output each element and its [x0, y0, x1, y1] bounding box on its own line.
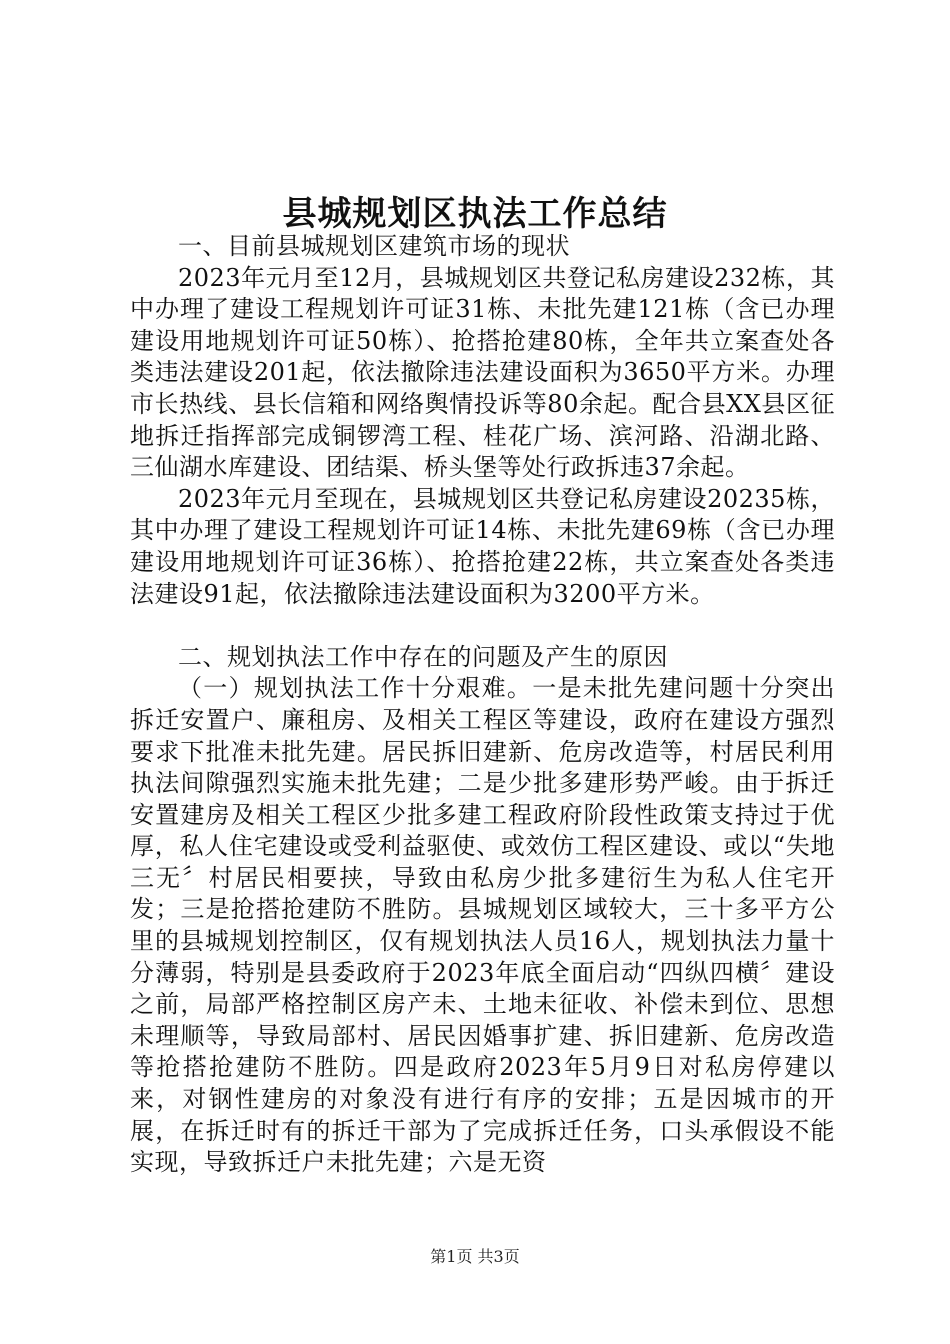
paragraph: 2023年元月至12月，县城规划区共登记私房建设232栋，其中办理了建设工程规划许可证31栋、未批先建121栋（含已办理建设用地规划许可证50栋）、抢搭抢建80栋，全年共立案查处各类违法建设201起，依法撤除违法建设面积为3650平方米。办理市长热线、县长信箱和网络舆情投诉等80余起。配合县XX县区征地拆迁指挥部完成铜锣湾工程、桂花广场、滨河路、沿湖北路、三仙湖水库建设、团结渠、桥头堡等处行政拆违37余起。	[130, 263, 835, 482]
document-body	[130, 231, 835, 1179]
page-footer: 第1页 共3页	[430, 1247, 520, 1266]
paragraph: 2023年元月至现在，县城规划区共登记私房建设20235栋，其中办理了建设工程规划许可证14栋、未批先建69栋（含已办理建设用地规划许可证36栋）、抢搭抢建22栋，共立案查处各类违法建设91起，依法撤除违法建设面积为3200平方米。	[130, 484, 835, 608]
paragraph: （一）规划执法工作十分艰难。一是未批先建问题十分突出拆迁安置户、廉租房、及相关工程区等建设，政府在建设方强烈要求下批准未批先建。居民拆旧建新、危房改造等，村居民利用执法间隙强烈实施未批先建；二是少批多建形势严峻。由于拆迁安置建房及相关工程区少批多建工程政府阶段性政策支持过于优厚，私人住宅建设或受利益驱使、或效仿工程区建设、或以“失地三无〞村居民相要挟，导致由私房少批多建衍生为私人住宅开发；三是抢搭抢建防不胜防。县城规划区域较大，三十多平方公里的县城规划控制区，仅有规划执法人员16人，规划执法力量十分薄弱，特别是县委政府于2023年底全面启动“四纵四横〞建设之前，局部严格控制区房产未、土地未征收、补偿未到位、思想未理顺等，导致局部村、居民因婚事扩建、拆旧建新、危房改造等抢搭抢建防不胜防。四是政府2023年5月9日对私房停建以来，对钢性建房的对象没有进行有序的安排；五是因城市的开展，在拆迁时有的拆迁干部为了完成拆迁任务，口头承假设不能实现，导致拆迁户未批先建；六是无资	[130, 674, 835, 1177]
section-heading: 二、规划执法工作中存在的问题及产生的原因	[178, 642, 668, 671]
section-heading: 一、目前县城规划区建筑市场的现状	[178, 232, 570, 260]
page-title: 县城规划区执法工作总结	[282, 194, 668, 234]
